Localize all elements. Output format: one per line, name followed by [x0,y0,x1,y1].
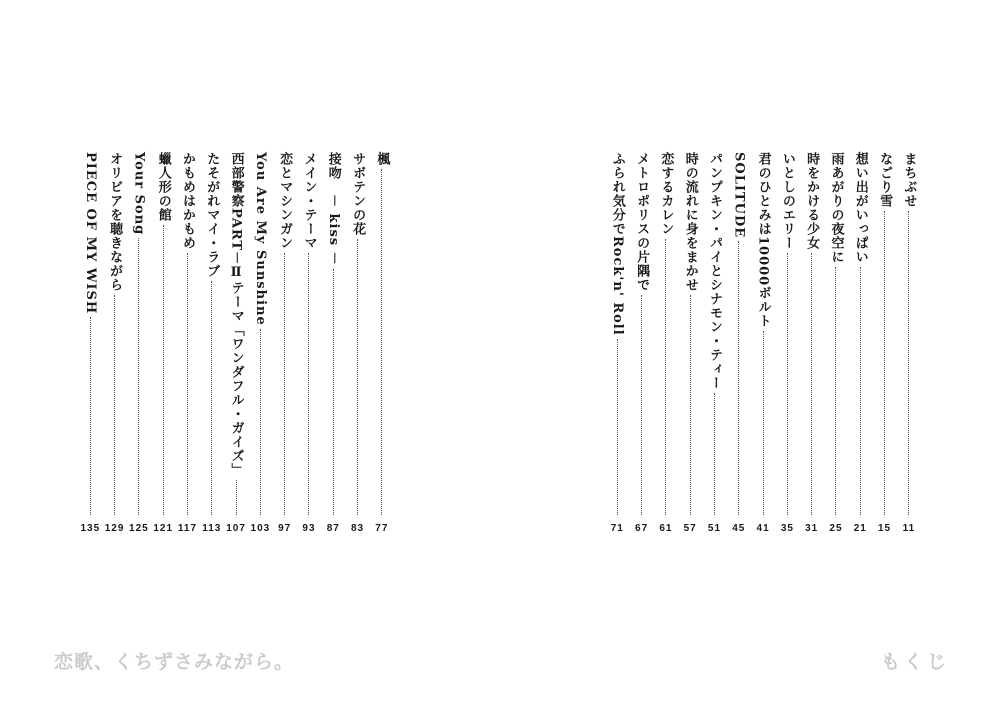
toc-dot-leader [211,281,212,515]
toc-entry-title: メトロポリスの片隅で [634,152,650,292]
toc-dot-leader [138,238,139,515]
toc-entry[interactable] [702,152,726,536]
toc-entry-title: 雨あがりの夜空に [828,152,844,264]
toc-entry[interactable] [127,152,151,536]
toc-entry[interactable] [824,152,848,536]
toc-entry[interactable] [751,152,775,536]
toc-dot-leader [163,225,164,515]
toc-entry-page-number: 61 [659,523,673,534]
toc-entry[interactable] [200,152,224,536]
toc-entry-title: 恋するカレン [658,152,674,236]
toc-entry-title: SOLITUDE [731,152,747,239]
toc-entry-title: 接吻 － kiss － [325,152,341,266]
toc-entry-title: 西部警察PART－Ⅱテーマ「ワンダフル・ガイズ」 [228,152,244,478]
toc-entry[interactable] [897,152,921,536]
toc-entry-page-number: 103 [250,523,271,534]
toc-entry[interactable] [321,152,345,536]
toc-entry-title: 楓 [374,152,390,166]
toc-entry[interactable] [800,152,824,536]
toc-entry-title: You Are My Sunshine [252,152,268,326]
toc-right-column-group [605,152,921,536]
toc-entry-page-number: 113 [202,523,222,534]
toc-entry[interactable] [775,152,799,536]
toc-entry-page-number: 107 [226,523,246,534]
toc-entry-page-number: 35 [780,523,794,534]
toc-entry-page-number: 83 [351,523,365,534]
toc-entry-page-number: 21 [853,523,867,534]
toc-dot-leader [114,295,115,515]
toc-entry-title: PIECE OF MY WISH [82,152,98,315]
toc-dot-leader [236,480,237,515]
toc-entry-page-number: 71 [610,523,624,534]
toc-left-column-group [78,152,394,536]
toc-dot-leader [884,211,885,515]
toc-entry-title: オリビアを聴きながら [107,152,123,292]
toc-entry[interactable] [273,152,297,536]
toc-entry-page-number: 97 [278,523,292,534]
toc-entry-page-number: 125 [129,523,149,534]
toc-entry-title: Your Song [131,152,147,236]
toc-entry-title: いとしのエリー [779,152,795,250]
toc-entry-title: 時の流れに身をまかせ [682,152,698,292]
toc-entry-title: かもめはかもめ [179,152,195,250]
toc-entry[interactable] [872,152,896,536]
toc-dot-leader [860,267,861,515]
toc-dot-leader [333,269,334,515]
toc-entry[interactable] [224,152,248,536]
toc-entry-title: パンプキン・パイとシナモン・ティー [706,152,722,390]
toc-dot-leader [284,253,285,515]
toc-dot-leader [763,331,764,515]
book-title: 恋歌、くちずさみながら。 [54,651,295,673]
toc-entry-page-number: 15 [878,523,892,534]
toc-dot-leader [714,393,715,515]
toc-entry-title: まちぶせ [901,152,917,208]
toc-entry-title: メイン・テーマ [301,152,317,250]
toc-entry[interactable] [848,152,872,536]
toc-entry-page-number: 93 [302,523,316,534]
toc-dot-leader [308,253,309,515]
toc-entry-page-number: 135 [80,523,101,534]
toc-dot-leader [641,295,642,515]
toc-entry-page-number: 121 [153,523,174,534]
toc-entry-page-number: 67 [635,523,649,534]
toc-entry-page-number: 129 [104,523,125,534]
toc-dot-leader [260,329,261,515]
toc-entry-page-number: 87 [326,523,340,534]
toc-entry[interactable] [727,152,751,536]
toc-entry[interactable] [175,152,199,536]
toc-dot-leader [811,253,812,515]
toc-entry-title: 蠟人形の館 [155,152,171,222]
toc-dot-leader [90,317,91,515]
toc-entry[interactable] [629,152,653,536]
toc-entry-title: ふられ気分でRock'n' Roll [609,152,625,336]
toc-dot-leader [738,241,739,515]
toc-dot-leader [381,169,382,515]
toc-entry[interactable] [605,152,629,536]
toc-entry-page-number: 77 [375,523,389,534]
toc-entry-page-number: 31 [805,523,819,534]
toc-entry-page-number: 11 [902,523,916,534]
toc-dot-leader [665,239,666,515]
toc-dot-leader [357,239,358,515]
toc-entry[interactable] [370,152,394,536]
toc-entry-page-number: 25 [829,523,843,534]
toc-entry[interactable] [151,152,175,536]
toc-dot-leader [690,295,691,515]
toc-entry-title: 恋とマシンガン [277,152,293,250]
toc-entry-title: なごり雪 [877,152,893,208]
toc-entry[interactable] [345,152,369,536]
toc-entry-title: たそがれマイ・ラブ [204,152,220,278]
toc-entry-title: サボテンの花 [350,152,366,236]
toc-entry[interactable] [654,152,678,536]
toc-entry-page-number: 51 [707,523,722,534]
toc-entry-page-number: 41 [756,523,770,534]
section-title: もくじ [880,651,950,673]
toc-dot-leader [835,267,836,515]
toc-entry[interactable] [248,152,272,536]
toc-entry-page-number: 57 [683,523,697,534]
toc-entry-title: 想い出がいっぱい [852,152,868,264]
toc-dot-leader [617,339,618,515]
toc-dot-leader [787,253,788,515]
toc-entry-title: 君のひとみは10000ボルト [755,152,771,329]
toc-entry[interactable] [78,152,102,536]
toc-entry-page-number: 117 [177,523,198,534]
toc-entry-title: 時をかける少女 [804,152,820,250]
toc-entry-page-number: 45 [732,523,746,534]
toc-dot-leader [908,211,909,515]
toc-entry[interactable] [678,152,702,536]
toc-entry[interactable] [102,152,126,536]
toc-dot-leader [187,253,188,515]
toc-entry[interactable] [297,152,321,536]
